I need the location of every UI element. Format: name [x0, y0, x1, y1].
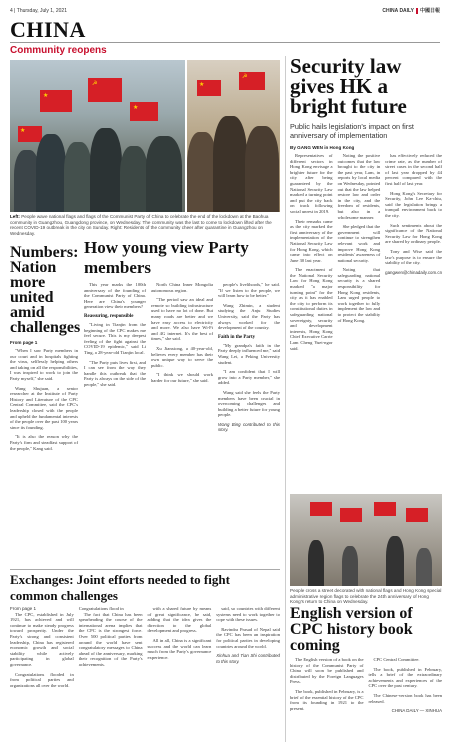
paragraph: "It is also the reason why the Party's firm and steadfast support of the people," Kang said.: [10, 434, 78, 451]
photo-caption: [10, 214, 280, 236]
subhead: Faith in the Party: [218, 334, 256, 340]
paragraph: She pledged that the government will continue to strengthen relevant work and improve Hong Kong residents' awareness of national security.: [337, 224, 381, 263]
paragraph: All in all, China is a significant success and the world can learn much from the Party's governance experience.: [147, 637, 212, 660]
resident-figure: [213, 116, 247, 212]
crowd-figure: [64, 142, 92, 212]
contributor-note: Xinhua and Tian Shi contributed to this story.: [216, 653, 280, 664]
party-flag: [239, 72, 265, 90]
paper-brand: [382, 7, 440, 14]
national-flag: [374, 502, 396, 516]
numbers-headline: Numbers: Nation more united amid challenges: [10, 244, 81, 336]
crowd-figure: [146, 136, 182, 212]
paragraph: Congratulations flooded in from political parties and organizations all over the world.: [10, 671, 74, 688]
flag-star-icon: ★: [43, 93, 49, 99]
security-law-columns: [290, 153, 442, 355]
paragraph: This year marks the 100th anniversary of the founding of the Communist Party of China. Here are China's younger generation view their members?: [84, 282, 146, 310]
paragraph: "I think we should work harder for our future," she said.: [151, 372, 213, 383]
paragraph: Xu Jianxiong, a 40-year-old, believes every member has their own unique way to serve the public.: [151, 345, 213, 368]
paragraph: Hong Kong's Secretary for Security, John Lee Ka-chiu, said the legislation brings a tranquil environment back to the city.: [385, 190, 443, 218]
pedestrian-figure: [386, 536, 404, 586]
residents-cheer-photo: [187, 60, 280, 212]
paragraph: The Chinese-version book has been released.: [368, 692, 442, 704]
young-view-columns: [84, 282, 280, 433]
paragraph: The fact that China has been spearheading the course of the international arena implies that the CPC is the strongest force. Over 500 political parties from around the world have sent congratulatory messages to China ahead of the anniversary, marking their recognition of the Party's achievements.: [78, 611, 143, 667]
paragraph: Wang said she feels the Party members have been crucial in overcoming challenges and building a better future for young people.: [218, 389, 280, 418]
cpc-history-book-story: [290, 606, 442, 715]
young-view-story: [84, 238, 280, 433]
article-column: [148, 606, 212, 692]
exchanges-rule: [10, 569, 280, 570]
numbers-body: [10, 348, 78, 451]
resident-figure: [245, 126, 279, 212]
young-view-headline: How young view Party members: [84, 238, 249, 277]
caption-lead: Left:: [10, 214, 20, 219]
security-law-story: [290, 56, 442, 355]
flag-star-icon: ★: [133, 105, 139, 111]
paragraph: "When I saw Party members in our court and in hospitals fighting the virus, selflessly helping others and taking on all the responsibilities, I was inspired to work to join the Party myself," she said.: [10, 348, 78, 381]
paragraph: The book, published in February, tells a brief of the extraordinary achievements and experiences of the CPC over the past century.: [368, 666, 442, 689]
paragraph: Tony and Wise said the law's purpose is to ensure the stability of the city.: [385, 248, 443, 266]
paragraph: "My grandpa's faith in the Party deeply influenced me," said Wang Lei, a Peking University student.: [218, 342, 280, 365]
hong-kong-street-photo: [290, 494, 442, 586]
paragraph: Such sentiments about the significance of the National Security Law for Hong Kong are shared by ordinary people.: [385, 222, 443, 245]
article-column: [290, 153, 333, 355]
paragraph: "The period saw an ideal and remote so building infrastructure used to have no lot of done. But many roads are better and we have easy access to electricity and more. We also have Wi-Fi and 4G internet. It's the best of times," she said.: [151, 297, 213, 342]
cpc-history-columns: [290, 657, 442, 715]
national-flag: [130, 102, 158, 121]
party-emblem-icon: ☭: [92, 81, 98, 87]
paragraph: people's livelihoods," he said. "If we listen to the people, we will learn how to be better.": [218, 282, 280, 299]
national-flag: [40, 90, 72, 112]
paragraph: Representatives of different sectors in Hong Kong envisage a brighter future for the city after being guaranteed by the National Security Law marked a turning point and put the city back on track following social unrest in 2019.: [290, 153, 333, 214]
party-emblem-icon: ☭: [242, 74, 248, 80]
page-topbar: [10, 6, 440, 15]
paragraph: "Living in Tianjin from the beginning of the CPC makes me feel secure. This is my deepest feeling of the fight against the COVID-19 epidemic," said Li Ting, a 28-year-old Tianjin local.: [84, 321, 146, 355]
paragraph: The CPC, established in July 1921, has achieved and will continue to make steady progress toward prosperity. Under the Party's strong and consistent leadership, China has registered economic growth and social stability while actively participating in global governance.: [10, 611, 74, 667]
lockdown-celebration-photo: [10, 60, 185, 212]
paragraph: "The Party puts lives first, and I can see from the way they handle this outbreak that the Party is always on the side of the people," she said.: [84, 359, 146, 387]
paragraph: Wang Shujuan, a senior researcher at the Institute of Party History and Literature of the CPC Central Committee, said the CPC's leadership closed with the people and upheld the fundamental interests of the people over the past 100 years since its founding.: [10, 385, 78, 430]
pedestrian-figure: [308, 540, 324, 586]
exchanges-headline: Exchanges: Joint efforts needed to fight common challenges: [10, 572, 230, 603]
article-column: [84, 282, 146, 433]
numbers-story: [10, 244, 81, 455]
paper-edition: 中國日報: [419, 8, 440, 14]
page-info: 4 | Thursday, July 1, 2021: [10, 7, 67, 14]
article-column: [385, 153, 442, 355]
paragraph: with a shared future by means of great significance, he said, adding that the idea gives the direction to the global development and progress.: [147, 606, 212, 634]
flag-star-icon: ★: [199, 82, 205, 88]
article-column: [151, 282, 213, 433]
national-flag: [18, 126, 42, 142]
article-column: [369, 657, 443, 715]
national-flag: [310, 502, 332, 516]
paragraph: Noting the positive outcomes that the law brought to the city in the past year, Lam, in reports by local media on Wednesday, pointed out that the law helped restore law and order in the city, and the freedom of residents, but also in a wholesome manner.: [337, 153, 381, 220]
paragraph: Noting that safeguarding national security is a shared responsibility for Hong Kong residents, Lam urged people to work together to fully implement the law and to protect the stability of Hong Kong.: [337, 267, 381, 323]
column-divider: [285, 56, 286, 742]
author-email: gangwen@chinadaily.com.cn: [385, 269, 443, 275]
article-column: [10, 606, 74, 692]
hong-kong-photo-caption: People cross a street decorated with national flags and Hong Kong special administrative region flags to celebrate the 24th anniversary of Hong Kong's return to China on Wednesday.: [290, 588, 442, 605]
contributor-note: Wang Bing contributed to this story.: [218, 421, 280, 433]
crowd-figure: [36, 134, 66, 212]
section-label: Community reopens: [10, 45, 107, 56]
paragraph: The English version of a book on the history of the Communist Party of China will soon be published and distributed by the Foreign Languages Press.: [290, 657, 364, 685]
article-column: [216, 606, 280, 692]
caption-text: People wave national flags and flags of the Communist Party of China to celebrate the end of the lockdown at the Baohua community in Guangzhou, Guangdong province, on Wednesday. The community was the last to come to lockdown lifted after the recent COVID-19 outbreak in the city on Sunday. Right: Residents of the community cheer after quarantine in Guangzhou on Wednesday.: [10, 214, 272, 236]
article-column: [290, 657, 364, 715]
from-page-label: From page 1: [10, 606, 37, 611]
paragraph: has effectively reduced the crime rate, as the number of street cases in the second half of last year dropped by 44 percent compared with the first half of last year.: [385, 153, 443, 186]
national-flag: [197, 80, 221, 96]
security-law-byline: By GANG WEN in Hong Kong: [290, 145, 355, 150]
cpc-history-headline: English version of CPC history book coming: [290, 605, 413, 654]
masthead-rule: [10, 42, 440, 43]
article-column: [79, 606, 143, 692]
article-column: [218, 282, 280, 433]
story-credit: CHINA DAILY — XINHUA: [391, 708, 442, 714]
subhead: Reassuring, responsible: [84, 313, 134, 319]
paragraph: North China Inner Mongolia autonomous region.: [151, 282, 213, 293]
photo-spread: [10, 60, 280, 212]
paragraph: "I am confident that I will grow into a Party member," she added.: [218, 369, 280, 386]
subhead: Congratulations flood in: [78, 606, 124, 611]
security-law-dek: Public hails legislation's impact on first anniversary of implementation: [290, 122, 414, 140]
paragraph: Wang Zhimin, a student studying the Anju Studies University, said the Party has always worked for the development of the country.: [218, 302, 280, 331]
exchanges-story: [10, 572, 280, 692]
security-law-headline: Security law gives HK a bright future: [290, 54, 407, 118]
paragraph: Their remarks came as the city marked the first anniversary of the implementation of the National Security Law for Hong Kong, which came into effect on June 30 last year.: [290, 218, 333, 263]
pedestrian-figure: [342, 546, 358, 586]
party-flag: [88, 78, 122, 102]
exchanges-columns: [10, 606, 280, 692]
from-page-label: From page 1: [10, 340, 38, 345]
paragraph: CPC Central Committee.: [373, 657, 420, 662]
hksar-flag: [406, 508, 428, 522]
paragraph: The enactment of the National Security Law for Hong Kong marked "a major turning point" for the city as it has enabled the city to perform its constitutional duties in safeguarding national sovereignty, security and development interests, Hong Kong Chief Executive Carrie Lam Cheng Yuet-ngor said.: [290, 267, 333, 351]
hksar-flag: [340, 508, 362, 522]
crowd-figure: [120, 146, 148, 212]
paragraph: The book, published in February, is a brief of the essential history of the CPC from its founding in 1921 to the present.: [290, 688, 364, 711]
crowd-figure: [90, 128, 122, 212]
paper-name: CHINA DAILY: [382, 8, 414, 14]
flag-star-icon: ★: [20, 128, 26, 134]
paragraph: Ravindra Prasad of Nepal said the CPC has been an inspiration for political parties in developing countries around the world.: [216, 626, 280, 649]
paragraph: said, so countries with different systems need to work together to cope with these issues.: [216, 606, 280, 623]
pedestrian-figure: [416, 548, 432, 586]
brand-divider: [416, 8, 418, 14]
article-column: [338, 153, 381, 355]
section-masthead: CHINA: [10, 17, 86, 42]
